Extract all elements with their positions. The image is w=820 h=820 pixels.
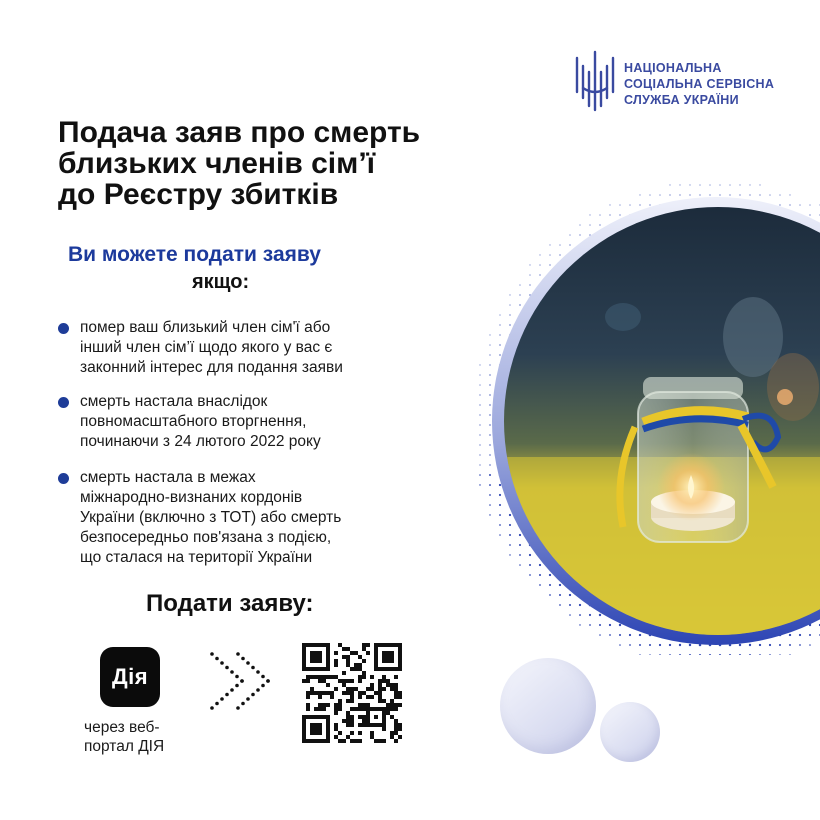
condition-text: помер ваш близький член сім'ї або інший член сім’ї щодо якого у вас є законний інтерес для подання заяви	[80, 319, 343, 376]
qr-module	[362, 703, 366, 707]
halftone-dot	[489, 434, 491, 436]
qr-module	[314, 707, 318, 711]
qr-module	[338, 679, 342, 683]
qr-module	[358, 679, 362, 683]
qr-module	[390, 699, 394, 703]
halftone-dot	[479, 444, 481, 446]
halftone-dot	[489, 374, 491, 376]
qr-module	[390, 707, 394, 711]
qr-module	[386, 679, 390, 683]
qr-module	[386, 711, 390, 715]
submit-heading: Подати заяву:	[146, 590, 314, 617]
qr-module	[398, 727, 402, 731]
qr-module	[378, 739, 382, 743]
qr-module	[346, 715, 350, 719]
qr-module	[358, 675, 362, 679]
arrow-dot	[261, 684, 265, 688]
halftone-dot	[479, 424, 481, 426]
qr-module	[366, 687, 370, 691]
decorative-bubble-large	[500, 658, 596, 754]
qr-module	[378, 683, 382, 687]
qr-module	[362, 643, 366, 647]
qr-module	[358, 655, 362, 659]
qr-module	[378, 679, 382, 683]
qr-module	[390, 683, 394, 687]
qr-module	[350, 691, 354, 695]
qr-module	[362, 719, 366, 723]
qr-module	[346, 663, 350, 667]
qr-module	[390, 731, 394, 735]
organization-name-line: СОЦІАЛЬНА СЕРВІСНА	[624, 77, 775, 91]
qr-module	[346, 723, 350, 727]
trident-lines-icon	[574, 48, 616, 112]
bullet-icon	[58, 323, 69, 334]
qr-module	[390, 735, 394, 739]
qr-module	[382, 739, 386, 743]
qr-module	[358, 667, 362, 671]
qr-module	[338, 731, 342, 735]
qr-module	[346, 659, 350, 663]
qr-module	[326, 683, 330, 687]
arrow-dot	[220, 697, 224, 701]
qr-code-icon[interactable]	[302, 643, 402, 743]
title-line: близьких членів сім’ї	[58, 147, 376, 180]
halftone-dot	[489, 354, 491, 356]
qr-module	[318, 707, 322, 711]
qr-module	[394, 731, 398, 735]
qr-module	[326, 675, 330, 679]
qr-module	[382, 675, 386, 679]
arrow-dot	[230, 688, 234, 692]
qr-module	[350, 667, 354, 671]
qr-module	[398, 703, 402, 707]
halftone-dot	[489, 414, 491, 416]
halftone-dot	[479, 454, 481, 456]
qr-module	[350, 707, 354, 711]
arrow-dot	[256, 688, 260, 692]
arrow-dot	[235, 675, 239, 679]
diia-app-icon[interactable]: Дія	[100, 647, 160, 707]
halftone-dot	[489, 494, 491, 496]
qr-module	[366, 695, 370, 699]
title-line: до Реєстру збитків	[58, 178, 339, 211]
qr-module	[382, 727, 386, 731]
qr-module	[310, 723, 322, 735]
condition-item	[58, 318, 458, 380]
qr-module	[394, 703, 398, 707]
condition-item	[58, 392, 458, 454]
qr-module	[370, 731, 374, 735]
qr-module	[354, 651, 358, 655]
qr-module	[390, 687, 394, 691]
qr-module	[394, 687, 398, 691]
halftone-dot	[489, 334, 490, 335]
qr-module	[334, 651, 338, 655]
qr-module	[358, 707, 362, 711]
organization-logo	[574, 48, 794, 112]
qr-module	[334, 703, 338, 707]
qr-module	[394, 719, 398, 723]
qr-module	[398, 735, 402, 739]
qr-module	[374, 715, 378, 719]
arrow-dot	[261, 675, 265, 679]
qr-module	[354, 707, 358, 711]
qr-module	[350, 699, 354, 703]
arrow-dot	[236, 706, 240, 710]
qr-module	[366, 643, 370, 647]
qr-module	[382, 699, 386, 703]
organization-name-line: СЛУЖБА УКРАЇНИ	[624, 93, 739, 107]
qr-module	[398, 691, 402, 695]
qr-module	[334, 663, 338, 667]
qr-module	[334, 675, 338, 679]
qr-module	[374, 691, 378, 695]
qr-module	[390, 715, 394, 719]
qr-module	[378, 699, 382, 703]
arrow-dot	[220, 661, 224, 665]
qr-module	[318, 691, 322, 695]
qr-module	[342, 719, 346, 723]
halftone-dot	[489, 344, 491, 346]
candle-photo	[503, 197, 820, 645]
arrow-dot	[215, 657, 219, 661]
qr-module	[362, 647, 366, 651]
halftone-dot	[479, 464, 481, 466]
qr-module	[318, 695, 322, 699]
qr-module	[346, 735, 350, 739]
qr-module	[362, 723, 366, 727]
halftone-dot	[489, 454, 491, 456]
arrow-dot	[251, 666, 255, 670]
qr-module	[334, 711, 338, 715]
qr-module	[346, 655, 350, 659]
qr-module	[338, 707, 342, 711]
halftone-dot	[489, 514, 490, 515]
qr-module	[366, 651, 370, 655]
qr-module	[346, 691, 350, 695]
halftone-dot	[489, 394, 491, 396]
qr-module	[318, 703, 322, 707]
qr-module	[366, 703, 370, 707]
qr-module	[342, 679, 346, 683]
qr-module	[346, 687, 350, 691]
arrow-dot	[240, 679, 244, 683]
qr-module	[358, 715, 362, 719]
arrow-dot	[246, 697, 250, 701]
halftone-dot	[489, 504, 491, 506]
qr-module	[346, 699, 350, 703]
qr-module	[398, 695, 402, 699]
qr-module	[394, 739, 398, 743]
halftone-dot	[479, 404, 481, 406]
qr-module	[382, 651, 394, 663]
qr-module	[382, 679, 386, 683]
arrow-dot	[210, 706, 214, 710]
qr-module	[394, 691, 398, 695]
halftone-dot	[479, 484, 480, 485]
arrow-dot	[251, 693, 255, 697]
qr-module	[394, 727, 398, 731]
halftone-dot	[479, 364, 480, 365]
halftone-dot	[489, 474, 491, 476]
qr-module	[330, 695, 334, 699]
qr-module	[394, 707, 398, 711]
halftone-dot	[479, 394, 481, 396]
halftone-dot	[489, 384, 491, 386]
qr-module	[362, 715, 366, 719]
qr-module	[362, 691, 366, 695]
qr-module	[394, 675, 398, 679]
arrow-dot	[210, 652, 214, 656]
arrow-dot	[256, 670, 260, 674]
qr-module	[362, 675, 366, 679]
qr-module	[362, 671, 366, 675]
qr-module	[350, 723, 354, 727]
qr-module	[314, 675, 318, 679]
qr-module	[342, 691, 346, 695]
qr-module	[358, 663, 362, 667]
qr-module	[378, 687, 382, 691]
condition-text: смерть настала в межах міжнародно-визнаних кордонів України (включно з ТОТ) або смерть безпосередньо пов'язана з подією, що сталася на території України	[80, 469, 342, 566]
halftone-dot	[489, 424, 491, 426]
qr-module	[326, 703, 330, 707]
qr-module	[306, 695, 310, 699]
eligibility-heading: Ви можете подати заяву	[68, 243, 321, 266]
qr-module	[338, 703, 342, 707]
qr-module	[322, 675, 326, 679]
arrow-dot	[235, 684, 239, 688]
qr-module	[358, 731, 362, 735]
qr-module	[306, 691, 310, 695]
qr-module	[350, 719, 354, 723]
qr-module	[350, 679, 354, 683]
qr-module	[342, 647, 346, 651]
qr-module	[374, 739, 378, 743]
condition-text: смерть настала внаслідок повномасштабного вторгнення, починаючи з 24 лютого 2022 року	[80, 393, 321, 450]
qr-module	[338, 643, 342, 647]
qr-module	[386, 707, 390, 711]
qr-module	[358, 691, 362, 695]
halftone-dot	[489, 364, 491, 366]
page-title	[58, 117, 498, 210]
qr-module	[334, 723, 338, 727]
condition-item	[58, 468, 458, 570]
eligibility-heading-suffix: якщо:	[192, 271, 250, 293]
qr-module	[346, 679, 350, 683]
qr-module	[318, 679, 322, 683]
qr-module	[326, 691, 330, 695]
qr-module	[350, 731, 354, 735]
qr-module	[358, 723, 362, 727]
qr-module	[330, 691, 334, 695]
qr-module	[370, 687, 374, 691]
organization-name	[624, 60, 774, 108]
qr-module	[386, 703, 390, 707]
qr-module	[354, 739, 358, 743]
qr-module	[350, 695, 354, 699]
double-chevron-right-dotted-icon	[208, 650, 278, 712]
halftone-dot	[489, 484, 491, 486]
qr-module	[398, 723, 402, 727]
qr-module	[370, 735, 374, 739]
arrow-dot	[246, 661, 250, 665]
qr-module	[386, 683, 390, 687]
arrow-dot	[225, 693, 229, 697]
qr-module	[382, 687, 386, 691]
qr-module	[342, 655, 346, 659]
qr-module	[370, 695, 374, 699]
qr-module	[310, 691, 314, 695]
qr-module	[394, 695, 398, 699]
qr-module	[338, 739, 342, 743]
qr-module	[394, 723, 398, 727]
qr-module	[378, 691, 382, 695]
qr-module	[306, 679, 310, 683]
qr-module	[350, 739, 354, 743]
qr-module	[334, 659, 338, 663]
qr-module	[362, 707, 366, 711]
qr-module	[334, 735, 338, 739]
qr-module	[334, 727, 338, 731]
arrow-dot	[225, 666, 229, 670]
qr-module	[318, 675, 322, 679]
qr-module	[342, 739, 346, 743]
qr-module	[330, 675, 334, 679]
bullet-icon	[58, 473, 69, 484]
via-portal-text: через веб- портал ДІЯ	[84, 719, 165, 755]
arrow-dot	[241, 702, 245, 706]
arrow-dot	[241, 657, 245, 661]
qr-module	[394, 683, 398, 687]
decorative-bubble-small	[600, 702, 660, 762]
qr-module	[322, 707, 326, 711]
qr-module	[306, 675, 310, 679]
arrow-dot	[266, 679, 270, 683]
halftone-dot	[479, 434, 481, 436]
qr-module	[314, 691, 318, 695]
qr-module	[310, 687, 314, 691]
arrow-dot	[236, 652, 240, 656]
bullet-icon	[58, 397, 69, 408]
qr-module	[390, 703, 394, 707]
qr-module	[350, 715, 354, 719]
qr-module	[358, 703, 362, 707]
qr-module	[310, 651, 322, 663]
qr-module	[302, 679, 306, 683]
halftone-dot	[479, 414, 481, 416]
qr-module	[362, 659, 366, 663]
qr-module	[350, 687, 354, 691]
qr-module	[338, 699, 342, 703]
qr-module	[322, 679, 326, 683]
qr-module	[354, 667, 358, 671]
halftone-dot	[489, 404, 491, 406]
qr-module	[358, 739, 362, 743]
qr-module	[306, 707, 310, 711]
qr-module	[334, 707, 338, 711]
qr-module	[358, 695, 362, 699]
qr-module	[354, 687, 358, 691]
title-line: Подача заяв про смерть	[58, 116, 421, 149]
qr-module	[354, 663, 358, 667]
arrow-dot	[230, 670, 234, 674]
halftone-dot	[479, 374, 481, 376]
qr-module	[350, 651, 354, 655]
qr-module	[342, 671, 346, 675]
qr-module	[342, 683, 346, 687]
qr-module	[322, 691, 326, 695]
qr-module	[346, 719, 350, 723]
qr-module	[370, 675, 374, 679]
halftone-dot	[479, 474, 481, 476]
qr-module	[306, 703, 310, 707]
qr-module	[370, 683, 374, 687]
organization-name-line: НАЦІОНАЛЬНА	[624, 61, 722, 75]
qr-module	[378, 695, 382, 699]
halftone-dot	[489, 464, 491, 466]
qr-module	[310, 675, 314, 679]
qr-module	[322, 703, 326, 707]
qr-module	[334, 687, 338, 691]
qr-module	[346, 711, 350, 715]
arrow-dot	[215, 702, 219, 706]
qr-module	[346, 647, 350, 651]
halftone-dot	[489, 444, 491, 446]
halftone-dot	[479, 384, 481, 386]
